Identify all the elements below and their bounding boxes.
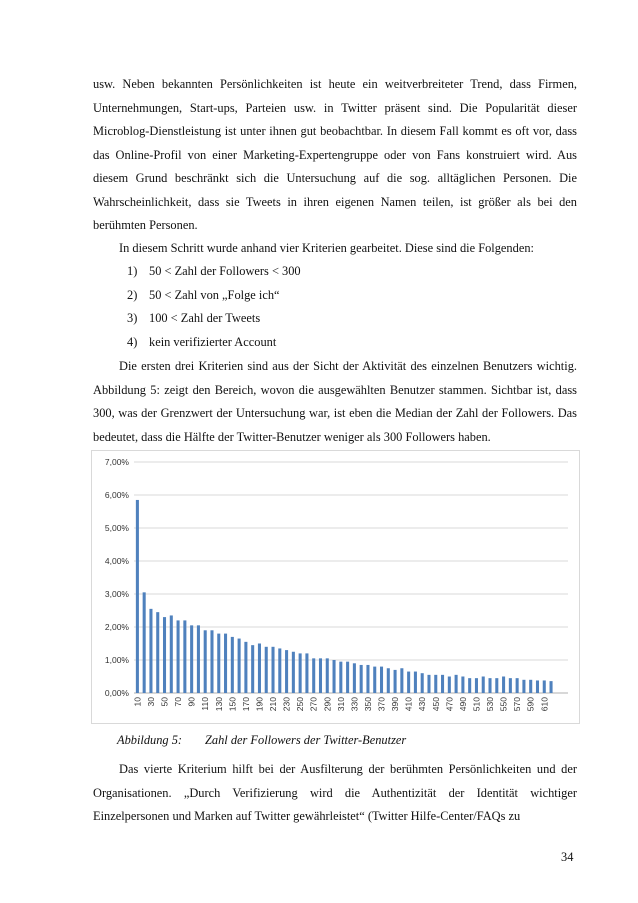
x-tick-label: 470 [444,697,455,712]
x-tick-label: 310 [335,697,346,712]
x-tick-label: 190 [254,697,265,712]
bar [468,678,471,693]
list-item: 3) 100 < Zahl der Tweets [127,311,261,325]
bar [434,675,437,693]
y-tick-label: 3,00% [104,589,129,599]
y-tick-label: 4,00% [104,556,129,566]
bar [271,647,274,693]
x-tick-label: 210 [268,697,279,712]
bar [353,663,356,693]
x-tick-label: 570 [512,697,523,712]
paragraph-criteria-intro: In diesem Schritt wurde anhand vier Kriterien gearbeitet. Diese sind die Folgenden: [119,241,534,255]
bar [421,673,424,693]
bar [258,644,261,694]
x-tick-label: 130 [213,697,224,712]
bar [407,672,410,693]
y-tick-label: 0,00% [104,688,129,698]
y-tick-label: 6,00% [104,490,129,500]
bar [400,668,403,693]
x-tick-label: 590 [525,697,536,712]
bar [509,678,512,693]
x-tick-label: 30 [145,697,156,707]
bar [488,678,491,693]
y-tick-label: 5,00% [104,523,129,533]
figure-caption [117,733,406,748]
paragraph-analysis: Die ersten drei Kriterien sind aus der Sicht der Aktivität des einzelnen Benutzers wichtig. Abbildung 5: zeigt den Bereich, wovon die ausgewählten Benutzer stammen. Sichtbar ist, dass 300, was der Grenzwert der Untersuchung war, ist eben die Median der Zahl der Followers. Das bedeutet, dass die Hälfte der Twitter-Benutzer weniger als 300 Followers haben. [93,359,577,444]
x-tick-label: 10 [132,697,143,707]
x-tick-label: 450 [430,697,441,712]
x-tick-label: 610 [539,697,550,712]
list-item: 2) 50 < Zahl von „Folge ich“ [127,287,280,302]
bar [278,648,281,693]
bar [495,678,498,693]
x-tick-label: 330 [349,697,360,712]
bar [285,650,288,693]
bar [427,675,430,693]
bar [529,680,532,693]
bar [339,662,342,693]
x-tick-label: 230 [281,697,292,712]
bar [475,678,478,693]
paragraph-verification: Das vierte Kriterium hilft bei der Ausfilterung der berühmten Persönlichkeiten und der Organisationen. „Durch Verifizierung wird die Authentizität der Identität wichtiger Einzelpersonen und Marken auf Twitter gewährleistet“ (Twitter Hilfe-Center/FAQs zu [93,762,577,823]
x-tick-label: 290 [322,697,333,712]
x-tick-label: 510 [471,697,482,712]
x-tick-label: 530 [485,697,496,712]
bar [156,612,159,693]
bar [204,630,207,693]
bar [238,639,241,693]
bar [163,617,166,693]
bar [177,620,180,693]
bar [244,642,247,693]
bar [380,667,383,693]
bar [448,677,451,694]
bar [394,670,397,693]
x-tick-label: 250 [295,697,306,712]
x-tick-label: 430 [417,697,428,712]
y-tick-label: 2,00% [104,622,129,632]
bar [136,500,139,693]
bar [387,668,390,693]
bar [183,620,186,693]
bar [455,675,458,693]
x-tick-label: 390 [390,697,401,712]
list-item: 4) kein verifizierter Account [127,334,277,349]
x-tick-label: 50 [159,697,170,707]
x-tick-label: 370 [376,697,387,712]
bar [373,667,376,693]
bar [231,637,234,693]
y-tick-label: 7,00% [104,457,129,467]
bar [366,665,369,693]
x-tick-label: 110 [200,697,211,711]
bar [292,652,295,693]
x-tick-label: 170 [240,697,251,712]
bar [210,630,213,693]
bar [346,662,349,693]
paragraph-intro: usw. Neben bekannten Persönlichkeiten ist heute ein weitverbreiteter Trend, dass Firmen, Unternehmungen, Start-ups, Parteien usw. in Twitter präsent sind. Die Popularität dieser Microblog-Dienstleistung ist unter ihnen gut beobachtbar. In diesem Fall kommt es oft vor, dass das Online-Profil von einer Marketing-Expertengruppe oder von Fans konstruiert wird. Aus diesem Grund beschränkt sich die Untersuchung auf die sog. alltäglichen Personen. Die Wahrscheinlichkeit, dass sie Tweets in ihren eigenen Namen teilen, ist größer als bei den berühmten Personen. [93,77,577,232]
followers-chart [91,450,580,724]
chart-svg [92,451,579,723]
bar [441,675,444,693]
bar [461,677,464,694]
bar [550,681,553,693]
bar [217,634,220,693]
page-number: 34 [561,850,574,864]
bar [414,672,417,693]
criteria-list [127,260,301,354]
bar [326,658,329,693]
bar [170,615,173,693]
x-tick-label: 490 [457,697,468,712]
x-tick-label: 150 [227,697,238,712]
bar [143,592,146,693]
bar [305,653,308,693]
bar [265,647,268,693]
y-tick-label: 1,00% [104,655,129,665]
bar [251,645,254,693]
bar [360,665,363,693]
caption-label: Abbildung 5: [117,733,183,747]
bar [312,658,315,693]
bar [299,653,302,693]
bar [482,677,485,694]
bar [543,680,546,693]
x-tick-label: 70 [173,697,184,707]
bar [502,677,505,694]
list-item: 1) 50 < Zahl der Followers < 300 [127,264,301,278]
x-tick-label: 410 [403,697,414,712]
bar [197,625,200,693]
bar [333,660,336,693]
x-tick-label: 550 [498,697,509,712]
x-tick-label: 270 [308,697,319,712]
x-tick-label: 350 [362,697,373,712]
bar [224,634,227,693]
bar [319,658,322,693]
bar [516,678,519,693]
bar [536,680,539,693]
bar [149,609,152,693]
bar [190,625,193,693]
x-tick-label: 90 [186,697,197,707]
bar [522,680,525,693]
caption-text: Zahl der Followers der Twitter-Benutzer [205,733,407,747]
